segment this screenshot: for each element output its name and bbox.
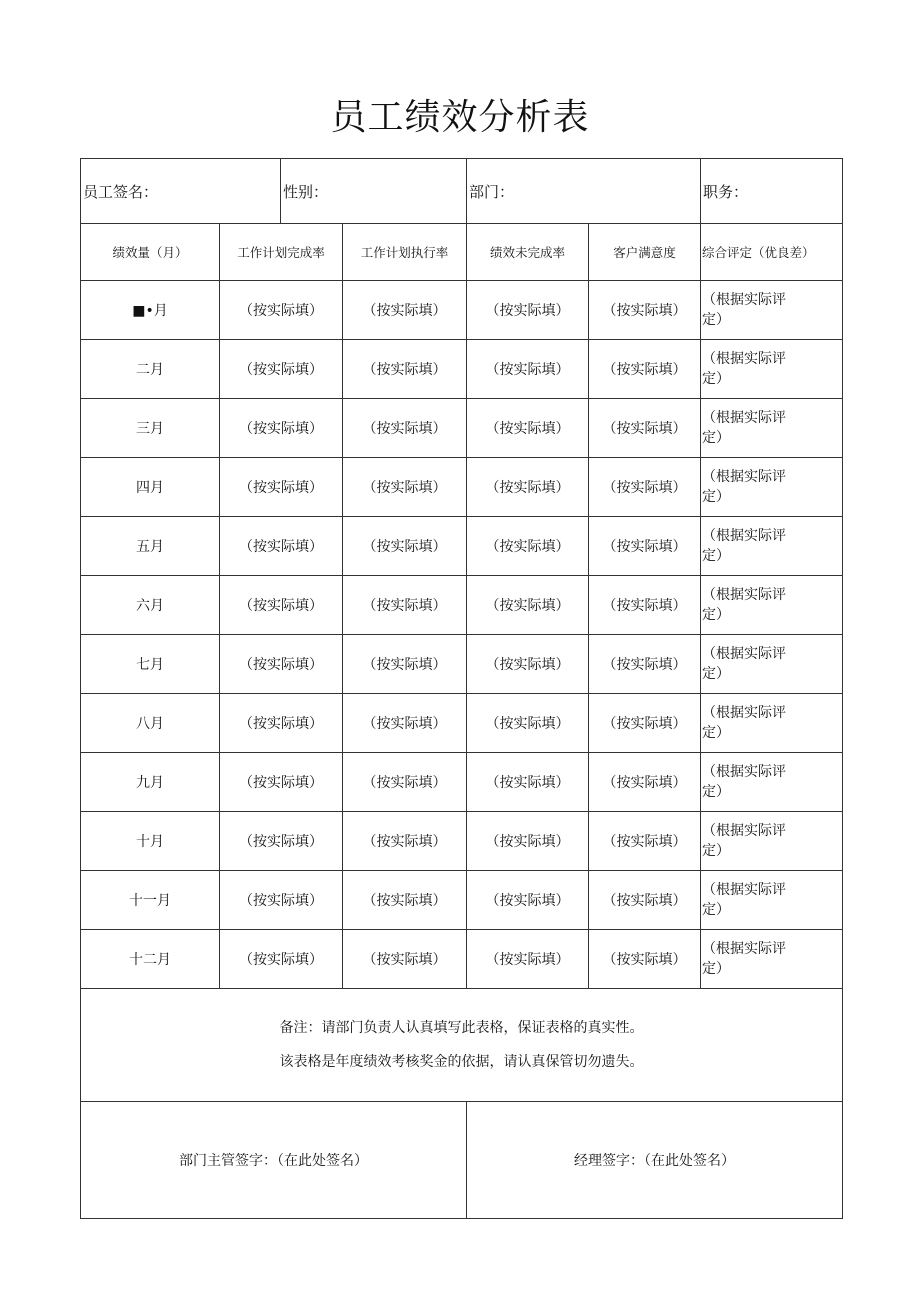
plan-execution-cell[interactable]: （按实际填）	[343, 576, 467, 635]
uncompleted-rate-cell[interactable]: （按实际填）	[467, 694, 589, 753]
overall-rating-cell[interactable]	[701, 694, 843, 753]
plan-completion-cell[interactable]: （按实际填）	[220, 399, 343, 458]
rating-text-line-1: （根据实际评	[702, 587, 787, 603]
header-row	[81, 224, 843, 281]
employee-signature-field[interactable]: 员工签名：	[81, 159, 281, 224]
month-label: 六月	[81, 576, 220, 635]
header-uncompleted-rate: 绩效未完成率	[467, 224, 589, 281]
rating-text-line-1: （根据实际评	[702, 882, 787, 898]
plan-execution-cell[interactable]: （按实际填）	[343, 517, 467, 576]
overall-rating-cell[interactable]	[701, 281, 843, 340]
rating-text-line-1: （根据实际评	[702, 646, 787, 662]
satisfaction-cell[interactable]: （按实际填）	[589, 399, 701, 458]
header-plan-execution-rate: 工作计划执行率	[343, 224, 467, 281]
plan-completion-cell[interactable]: （按实际填）	[220, 635, 343, 694]
uncompleted-rate-cell[interactable]: （按实际填）	[467, 281, 589, 340]
uncompleted-rate-cell[interactable]: （按实际填）	[467, 340, 589, 399]
rating-text-line-2: 定）	[702, 843, 731, 859]
month-label: 四月	[81, 458, 220, 517]
signature-row	[81, 1102, 843, 1219]
plan-completion-cell[interactable]: （按实际填）	[220, 458, 343, 517]
rating-text-line-1: （根据实际评	[702, 823, 787, 839]
overall-rating-cell[interactable]	[701, 576, 843, 635]
month-label: 五月	[81, 517, 220, 576]
satisfaction-cell[interactable]: （按实际填）	[589, 340, 701, 399]
table-row	[81, 871, 843, 930]
plan-execution-cell[interactable]: （按实际填）	[343, 812, 467, 871]
notes-row	[81, 989, 843, 1102]
rating-text-line-2: 定）	[702, 548, 731, 564]
uncompleted-rate-cell[interactable]: （按实际填）	[467, 930, 589, 989]
rating-text-line-2: 定）	[702, 371, 731, 387]
note-line-2: 该表格是年度绩效考核奖金的依据，请认真保管切勿遗失。	[279, 1054, 644, 1070]
table-row	[81, 635, 843, 694]
rating-text-line-2: 定）	[702, 784, 731, 800]
rating-text-line-1: （根据实际评	[702, 528, 787, 544]
month-label: ■•月	[81, 281, 220, 340]
plan-execution-cell[interactable]: （按实际填）	[343, 399, 467, 458]
header-overall-rating: 综合评定（优良差）	[701, 224, 843, 281]
table-row	[81, 340, 843, 399]
table-row	[81, 694, 843, 753]
plan-completion-cell[interactable]: （按实际填）	[220, 576, 343, 635]
table-row	[81, 930, 843, 989]
satisfaction-cell[interactable]: （按实际填）	[589, 281, 701, 340]
rating-text-line-2: 定）	[702, 430, 731, 446]
position-field[interactable]: 职务：	[701, 159, 843, 224]
satisfaction-cell[interactable]: （按实际填）	[589, 635, 701, 694]
plan-execution-cell[interactable]: （按实际填）	[343, 930, 467, 989]
uncompleted-rate-cell[interactable]: （按实际填）	[467, 871, 589, 930]
supervisor-signature-field[interactable]: 部门主管签字：（在此处签名）	[81, 1102, 467, 1219]
table-row	[81, 399, 843, 458]
overall-rating-cell[interactable]	[701, 930, 843, 989]
satisfaction-cell[interactable]: （按实际填）	[589, 458, 701, 517]
rating-text-line-1: （根据实际评	[702, 410, 787, 426]
table-row	[81, 458, 843, 517]
header-performance-month: 绩效量（月）	[81, 224, 220, 281]
table-row	[81, 812, 843, 871]
rating-text-line-2: 定）	[702, 902, 731, 918]
overall-rating-cell[interactable]	[701, 399, 843, 458]
plan-completion-cell[interactable]: （按实际填）	[220, 281, 343, 340]
satisfaction-cell[interactable]: （按实际填）	[589, 812, 701, 871]
rating-text-line-2: 定）	[702, 489, 731, 505]
overall-rating-cell[interactable]	[701, 812, 843, 871]
rating-text-line-1: （根据实际评	[702, 705, 787, 721]
rating-text-line-2: 定）	[702, 666, 731, 682]
uncompleted-rate-cell[interactable]: （按实际填）	[467, 517, 589, 576]
month-label: 七月	[81, 635, 220, 694]
performance-table	[80, 158, 843, 1219]
manager-signature-field[interactable]: 经理签字：（在此处签名）	[467, 1102, 843, 1219]
overall-rating-cell[interactable]	[701, 753, 843, 812]
department-field[interactable]: 部门：	[467, 159, 701, 224]
uncompleted-rate-cell[interactable]: （按实际填）	[467, 458, 589, 517]
notes-cell	[81, 989, 843, 1102]
rating-text-line-2: 定）	[702, 607, 731, 623]
table-row	[81, 517, 843, 576]
employee-info-row	[81, 159, 843, 224]
month-label: 十二月	[81, 930, 220, 989]
plan-completion-cell[interactable]: （按实际填）	[220, 340, 343, 399]
rating-text-line-1: （根据实际评	[702, 292, 787, 308]
uncompleted-rate-cell[interactable]: （按实际填）	[467, 635, 589, 694]
plan-execution-cell[interactable]: （按实际填）	[343, 694, 467, 753]
plan-completion-cell[interactable]: （按实际填）	[220, 812, 343, 871]
plan-completion-cell[interactable]: （按实际填）	[220, 517, 343, 576]
month-label: 十月	[81, 812, 220, 871]
month-label: 八月	[81, 694, 220, 753]
plan-execution-cell[interactable]: （按实际填）	[343, 871, 467, 930]
month-label: 三月	[81, 399, 220, 458]
satisfaction-cell[interactable]: （按实际填）	[589, 753, 701, 812]
plan-execution-cell[interactable]: （按实际填）	[343, 635, 467, 694]
satisfaction-cell[interactable]: （按实际填）	[589, 871, 701, 930]
uncompleted-rate-cell[interactable]: （按实际填）	[467, 399, 589, 458]
rating-text-line-1: （根据实际评	[702, 941, 787, 957]
table-row	[81, 753, 843, 812]
plan-completion-cell[interactable]: （按实际填）	[220, 694, 343, 753]
gender-field[interactable]: 性别：	[281, 159, 467, 224]
plan-completion-cell[interactable]: （按实际填）	[220, 753, 343, 812]
header-customer-satisfaction: 客户满意度	[589, 224, 701, 281]
satisfaction-cell[interactable]: （按实际填）	[589, 694, 701, 753]
rating-text-line-1: （根据实际评	[702, 469, 787, 485]
page-title: 员工绩效分析表	[330, 97, 590, 138]
table-row	[81, 281, 843, 340]
uncompleted-rate-cell[interactable]: （按实际填）	[467, 812, 589, 871]
plan-execution-cell[interactable]: （按实际填）	[343, 340, 467, 399]
plan-execution-cell[interactable]: （按实际填）	[343, 281, 467, 340]
plan-execution-cell[interactable]: （按实际填）	[343, 753, 467, 812]
overall-rating-cell[interactable]	[701, 458, 843, 517]
satisfaction-cell[interactable]: （按实际填）	[589, 517, 701, 576]
overall-rating-cell[interactable]	[701, 635, 843, 694]
uncompleted-rate-cell[interactable]: （按实际填）	[467, 753, 589, 812]
month-label: 二月	[81, 340, 220, 399]
rating-text-line-1: （根据实际评	[702, 351, 787, 367]
overall-rating-cell[interactable]	[701, 517, 843, 576]
overall-rating-cell[interactable]	[701, 871, 843, 930]
plan-execution-cell[interactable]: （按实际填）	[343, 458, 467, 517]
rating-text-line-2: 定）	[702, 725, 731, 741]
plan-completion-cell[interactable]: （按实际填）	[220, 930, 343, 989]
month-label: 十一月	[81, 871, 220, 930]
rating-text-line-1: （根据实际评	[702, 764, 787, 780]
rating-text-line-2: 定）	[702, 961, 731, 977]
plan-completion-cell[interactable]: （按实际填）	[220, 871, 343, 930]
table-row	[81, 576, 843, 635]
header-plan-completion-rate: 工作计划完成率	[220, 224, 343, 281]
satisfaction-cell[interactable]: （按实际填）	[589, 576, 701, 635]
uncompleted-rate-cell[interactable]: （按实际填）	[467, 576, 589, 635]
satisfaction-cell[interactable]: （按实际填）	[589, 930, 701, 989]
month-label: 九月	[81, 753, 220, 812]
rating-text-line-2: 定）	[702, 312, 731, 328]
overall-rating-cell[interactable]	[701, 340, 843, 399]
note-line-1: 备注：请部门负责人认真填写此表格，保证表格的真实性。	[279, 1020, 644, 1036]
